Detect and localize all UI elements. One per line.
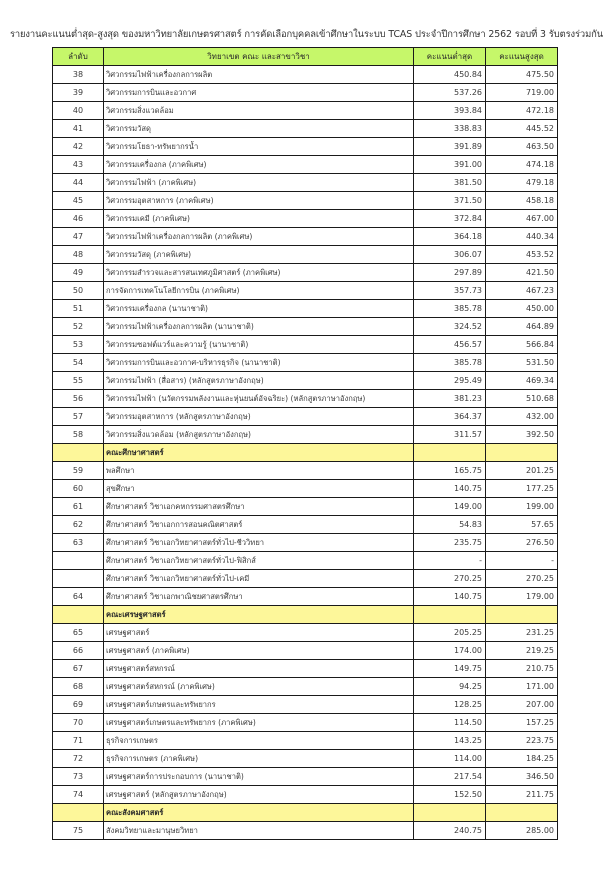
min-score-cell: 114.00 (414, 750, 486, 768)
table-row (53, 480, 558, 498)
table-row (53, 354, 558, 372)
program-name-cell: การจัดการเทคโนโลยีการบิน (ภาคพิเศษ) (104, 282, 414, 300)
max-score-cell: 211.75 (486, 786, 558, 804)
max-score-cell: 346.50 (486, 768, 558, 786)
max-score-cell: 184.25 (486, 750, 558, 768)
max-score-cell: 285.00 (486, 822, 558, 840)
min-score-cell: 311.57 (414, 426, 486, 444)
program-name-cell: ศึกษาศาสตร์ วิชาเอกวิทยาศาสตร์ทั่วไป-ฟิสิกส์ (104, 552, 414, 570)
rank-cell: 61 (53, 498, 104, 516)
program-name-cell: เศรษฐศาสตร์เกษตรและทรัพยากร (ภาคพิเศษ) (104, 714, 414, 732)
min-score-cell: 54.83 (414, 516, 486, 534)
rank-cell: 73 (53, 768, 104, 786)
min-score-cell: - (414, 552, 486, 570)
max-score-cell: 463.50 (486, 138, 558, 156)
rank-cell: 71 (53, 732, 104, 750)
rank-cell: 43 (53, 156, 104, 174)
max-score-cell: 469.34 (486, 372, 558, 390)
max-score-cell: 479.18 (486, 174, 558, 192)
rank-cell: 38 (53, 66, 104, 84)
rank-cell: 45 (53, 192, 104, 210)
min-score-cell: 140.75 (414, 480, 486, 498)
program-name-cell: เศรษฐศาสตร์สหกรณ์ (ภาคพิเศษ) (104, 678, 414, 696)
rank-cell: 69 (53, 696, 104, 714)
table-row (53, 120, 558, 138)
program-name-cell: สังคมวิทยาและมานุษยวิทยา (104, 822, 414, 840)
min-score-cell: 338.83 (414, 120, 486, 138)
min-score-cell: 114.50 (414, 714, 486, 732)
program-name-cell: เศรษฐศาสตร์สหกรณ์ (104, 660, 414, 678)
min-score-cell: 235.75 (414, 534, 486, 552)
table-row (53, 300, 558, 318)
program-name-cell: เศรษฐศาสตร์ (ภาคพิเศษ) (104, 642, 414, 660)
rank-cell: 68 (53, 678, 104, 696)
table-row (53, 192, 558, 210)
program-name-cell: วิศวกรรมการบินและอวกาศ-บริหารธุรกิจ (นานาชาติ) (104, 354, 414, 372)
program-name-cell: วิศวกรรมไฟฟ้า (นวัตกรรมพลังงานและหุ่นยนต์อัจฉริยะ) (หลักสูตรภาษาอังกฤษ) (104, 390, 414, 408)
max-score-cell: 719.00 (486, 84, 558, 102)
max-score-cell: 276.50 (486, 534, 558, 552)
header-min-score: คะแนนต่ำสุด (414, 48, 486, 66)
faculty-heading: คณะเศรษฐศาสตร์ (104, 606, 414, 624)
page-title: รายงานคะแนนต่ำสุด-สูงสุด ของมหาวิทยาลัยเกษตรศาสตร์ การคัดเลือกบุคคลเข้าศึกษาในระบบ TCAS ประจำปีการศึกษา 2562 รอบที่ 3 รับตรงร่วมกัน (9, 29, 604, 40)
max-score-cell: - (486, 552, 558, 570)
program-name-cell: เศรษฐศาสตร์เกษตรและทรัพยากร (104, 696, 414, 714)
rank-cell: 55 (53, 372, 104, 390)
header-max-score: คะแนนสูงสุด (486, 48, 558, 66)
max-score-cell: 464.89 (486, 318, 558, 336)
program-name-cell: วิศวกรรมการบินและอวกาศ (104, 84, 414, 102)
rank-cell (53, 552, 104, 570)
rank-cell: 60 (53, 480, 104, 498)
table-row (53, 102, 558, 120)
max-score-cell (486, 804, 558, 822)
program-name-cell: ศึกษาศาสตร์ วิชาเอกพาณิชยศาสตรศึกษา (104, 588, 414, 606)
rank-cell: 67 (53, 660, 104, 678)
max-score-cell: 510.68 (486, 390, 558, 408)
rank-cell: 53 (53, 336, 104, 354)
rank-cell (53, 570, 104, 588)
table-row (53, 408, 558, 426)
max-score-cell: 210.75 (486, 660, 558, 678)
min-score-cell: 364.37 (414, 408, 486, 426)
table-row (53, 714, 558, 732)
max-score-cell: 458.18 (486, 192, 558, 210)
table-row (53, 786, 558, 804)
table-row (53, 84, 558, 102)
rank-cell (53, 444, 104, 462)
program-name-cell: สุขศึกษา (104, 480, 414, 498)
min-score-cell: 385.78 (414, 354, 486, 372)
max-score-cell: 270.25 (486, 570, 558, 588)
max-score-cell: 440.34 (486, 228, 558, 246)
rank-cell: 58 (53, 426, 104, 444)
program-name-cell: วิศวกรรมเครื่องกล (ภาคพิเศษ) (104, 156, 414, 174)
rank-cell: 64 (53, 588, 104, 606)
table-row (53, 642, 558, 660)
table-row (53, 696, 558, 714)
table-row (53, 282, 558, 300)
program-name-cell: เศรษฐศาสตร์การประกอบการ (นานาชาติ) (104, 768, 414, 786)
table-row (53, 210, 558, 228)
faculty-heading: คณะสังคมศาสตร์ (104, 804, 414, 822)
min-score-cell (414, 444, 486, 462)
table-row (53, 624, 558, 642)
rank-cell: 72 (53, 750, 104, 768)
min-score-cell: 149.00 (414, 498, 486, 516)
max-score-cell: 57.65 (486, 516, 558, 534)
min-score-cell: 456.57 (414, 336, 486, 354)
table-row (53, 264, 558, 282)
min-score-cell: 393.84 (414, 102, 486, 120)
min-score-cell: 174.00 (414, 642, 486, 660)
rank-cell: 52 (53, 318, 104, 336)
program-name-cell: วิศวกรรมเคมี (ภาคพิเศษ) (104, 210, 414, 228)
program-name-cell: ศึกษาศาสตร์ วิชาเอกวิทยาศาสตร์ทั่วไป-เคมี (104, 570, 414, 588)
section-row (53, 804, 558, 822)
section-row (53, 606, 558, 624)
table-row (53, 66, 558, 84)
min-score-cell: 149.75 (414, 660, 486, 678)
max-score-cell: 392.50 (486, 426, 558, 444)
faculty-heading: คณะศึกษาศาสตร์ (104, 444, 414, 462)
table-row (53, 156, 558, 174)
table-row (53, 552, 558, 570)
min-score-cell: 381.50 (414, 174, 486, 192)
table-row (53, 498, 558, 516)
rank-cell: 74 (53, 786, 104, 804)
program-name-cell: ศึกษาศาสตร์ วิชาเอกวิทยาศาสตร์ทั่วไป-ชีววิทยา (104, 534, 414, 552)
table-row (53, 174, 558, 192)
max-score-cell: 475.50 (486, 66, 558, 84)
header-rank: ลำดับ (53, 48, 104, 66)
min-score-cell: 450.84 (414, 66, 486, 84)
program-name-cell: วิศวกรรมสำรวจและสารสนเทศภูมิศาสตร์ (ภาคพิเศษ) (104, 264, 414, 282)
max-score-cell: 207.00 (486, 696, 558, 714)
min-score-cell: 205.25 (414, 624, 486, 642)
rank-cell: 59 (53, 462, 104, 480)
program-name-cell: วิศวกรรมไฟฟ้าเครื่องกลการผลิต (104, 66, 414, 84)
rank-cell: 66 (53, 642, 104, 660)
max-score-cell: 201.25 (486, 462, 558, 480)
rank-cell: 54 (53, 354, 104, 372)
min-score-cell: 537.26 (414, 84, 486, 102)
min-score-cell (414, 804, 486, 822)
max-score-cell (486, 606, 558, 624)
table-row (53, 732, 558, 750)
program-name-cell: วิศวกรรมซอฟต์แวร์และความรู้ (นานาชาติ) (104, 336, 414, 354)
program-name-cell: วิศวกรรมอุตสาหการ (หลักสูตรภาษาอังกฤษ) (104, 408, 414, 426)
program-name-cell: ศึกษาศาสตร์ วิชาเอกการสอนคณิตศาสตร์ (104, 516, 414, 534)
rank-cell: 41 (53, 120, 104, 138)
max-score-cell: 177.25 (486, 480, 558, 498)
max-score-cell: 223.75 (486, 732, 558, 750)
table-header (53, 48, 558, 66)
program-name-cell: เศรษฐศาสตร์ (104, 624, 414, 642)
max-score-cell: 450.00 (486, 300, 558, 318)
max-score-cell: 472.18 (486, 102, 558, 120)
min-score-cell: 143.25 (414, 732, 486, 750)
program-name-cell: วิศวกรรมโยธา-ทรัพยากรน้ำ (104, 138, 414, 156)
min-score-cell: 165.75 (414, 462, 486, 480)
program-name-cell: วิศวกรรมสิ่งแวดล้อม (หลักสูตรภาษาอังกฤษ) (104, 426, 414, 444)
min-score-cell: 295.49 (414, 372, 486, 390)
rank-cell: 49 (53, 264, 104, 282)
max-score-cell: 421.50 (486, 264, 558, 282)
rank-cell: 63 (53, 534, 104, 552)
min-score-cell: 128.25 (414, 696, 486, 714)
table-row (53, 750, 558, 768)
min-score-cell: 357.73 (414, 282, 486, 300)
program-name-cell: วิศวกรรมไฟฟ้าเครื่องกลการผลิต (นานาชาติ) (104, 318, 414, 336)
min-score-cell: 381.23 (414, 390, 486, 408)
table-row (53, 390, 558, 408)
max-score-cell: 179.00 (486, 588, 558, 606)
min-score-cell: 140.75 (414, 588, 486, 606)
max-score-cell: 467.00 (486, 210, 558, 228)
max-score-cell: 432.00 (486, 408, 558, 426)
table-row (53, 246, 558, 264)
table-row (53, 336, 558, 354)
min-score-cell: 270.25 (414, 570, 486, 588)
program-name-cell: วิศวกรรมไฟฟ้าเครื่องกลการผลิต (ภาคพิเศษ) (104, 228, 414, 246)
rank-cell: 47 (53, 228, 104, 246)
min-score-cell: 371.50 (414, 192, 486, 210)
program-name-cell: วิศวกรรมเครื่องกล (นานาชาติ) (104, 300, 414, 318)
min-score-cell: 391.89 (414, 138, 486, 156)
min-score-cell (414, 606, 486, 624)
rank-cell (53, 804, 104, 822)
min-score-cell: 324.52 (414, 318, 486, 336)
rank-cell: 40 (53, 102, 104, 120)
rank-cell: 46 (53, 210, 104, 228)
rank-cell: 50 (53, 282, 104, 300)
rank-cell: 48 (53, 246, 104, 264)
min-score-cell: 297.89 (414, 264, 486, 282)
max-score-cell: 199.00 (486, 498, 558, 516)
program-name-cell: วิศวกรรมวัสดุ (ภาคพิเศษ) (104, 246, 414, 264)
rank-cell: 75 (53, 822, 104, 840)
table-row (53, 822, 558, 840)
table-body (53, 66, 558, 840)
min-score-cell: 152.50 (414, 786, 486, 804)
max-score-cell: 219.25 (486, 642, 558, 660)
program-name-cell: ธุรกิจการเกษตร (ภาคพิเศษ) (104, 750, 414, 768)
rank-cell: 70 (53, 714, 104, 732)
table-row (53, 768, 558, 786)
max-score-cell: 231.25 (486, 624, 558, 642)
scores-table (52, 47, 558, 840)
table-row (53, 228, 558, 246)
table-row (53, 588, 558, 606)
min-score-cell: 385.78 (414, 300, 486, 318)
table-row (53, 372, 558, 390)
rank-cell: 51 (53, 300, 104, 318)
rank-cell: 62 (53, 516, 104, 534)
header-name: วิทยาเขต คณะ และสาขาวิชา (104, 48, 414, 66)
rank-cell: 44 (53, 174, 104, 192)
max-score-cell: 467.23 (486, 282, 558, 300)
program-name-cell: วิศวกรรมสิ่งแวดล้อม (104, 102, 414, 120)
program-name-cell: วิศวกรรมไฟฟ้า (สื่อสาร) (หลักสูตรภาษาอังกฤษ) (104, 372, 414, 390)
min-score-cell: 217.54 (414, 768, 486, 786)
max-score-cell: 453.52 (486, 246, 558, 264)
min-score-cell: 372.84 (414, 210, 486, 228)
program-name-cell: วิศวกรรมไฟฟ้า (ภาคพิเศษ) (104, 174, 414, 192)
table-row (53, 678, 558, 696)
rank-cell: 42 (53, 138, 104, 156)
rank-cell: 56 (53, 390, 104, 408)
rank-cell: 39 (53, 84, 104, 102)
program-name-cell: เศรษฐศาสตร์ (หลักสูตรภาษาอังกฤษ) (104, 786, 414, 804)
rank-cell: 65 (53, 624, 104, 642)
table-row (53, 516, 558, 534)
min-score-cell: 240.75 (414, 822, 486, 840)
min-score-cell: 94.25 (414, 678, 486, 696)
program-name-cell: ศึกษาศาสตร์ วิชาเอกคหกรรมศาสตรศึกษา (104, 498, 414, 516)
section-row (53, 444, 558, 462)
table-row (53, 534, 558, 552)
table-row (53, 570, 558, 588)
program-name-cell: วิศวกรรมวัสดุ (104, 120, 414, 138)
header-row (53, 48, 558, 66)
max-score-cell: 566.84 (486, 336, 558, 354)
table-row (53, 138, 558, 156)
max-score-cell: 171.00 (486, 678, 558, 696)
max-score-cell: 531.50 (486, 354, 558, 372)
table-row (53, 660, 558, 678)
max-score-cell (486, 444, 558, 462)
program-name-cell: พลศึกษา (104, 462, 414, 480)
min-score-cell: 391.00 (414, 156, 486, 174)
max-score-cell: 445.52 (486, 120, 558, 138)
program-name-cell: วิศวกรรมอุตสาหการ (ภาคพิเศษ) (104, 192, 414, 210)
rank-cell: 57 (53, 408, 104, 426)
table-row (53, 318, 558, 336)
max-score-cell: 474.18 (486, 156, 558, 174)
program-name-cell: ธุรกิจการเกษตร (104, 732, 414, 750)
min-score-cell: 306.07 (414, 246, 486, 264)
max-score-cell: 157.25 (486, 714, 558, 732)
table-row (53, 426, 558, 444)
rank-cell (53, 606, 104, 624)
table-row (53, 462, 558, 480)
min-score-cell: 364.18 (414, 228, 486, 246)
